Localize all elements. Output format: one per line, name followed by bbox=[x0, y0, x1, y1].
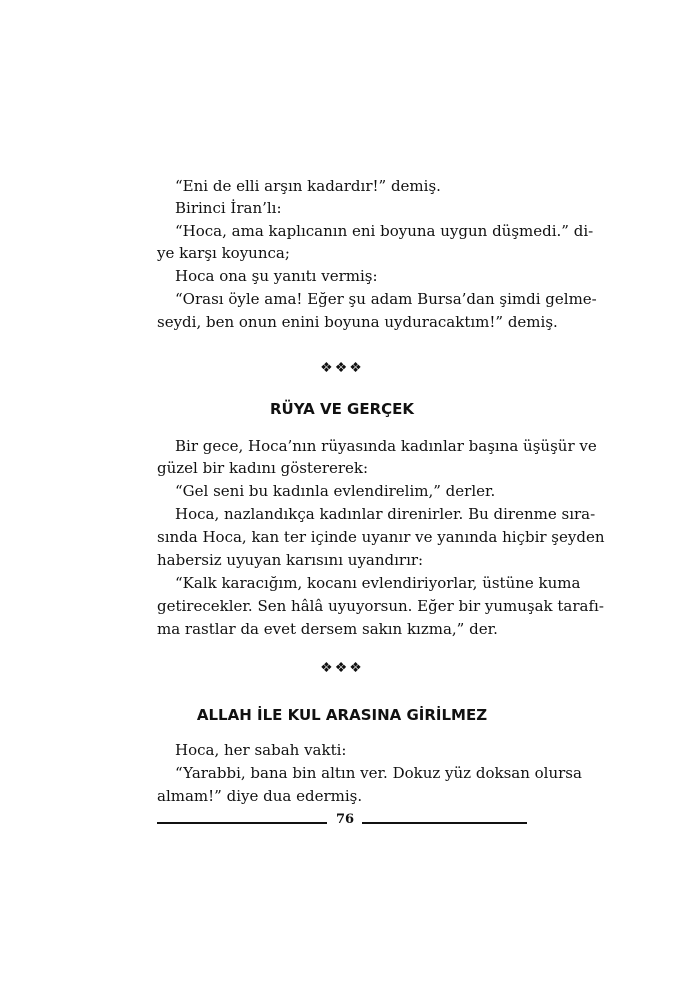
paragraph-line: Hoca ona şu yanıtı vermiş: bbox=[175, 267, 378, 285]
paragraph-line: Bir gece, Hoca’nın rüyasında kadınlar başına üşüşür ve bbox=[175, 437, 597, 455]
footer-rule-right bbox=[362, 822, 527, 824]
paragraph-line: “Kalk karacığım, kocanı evlendiriyorlar, üstüne kuma bbox=[175, 574, 581, 592]
paragraph-line: “Orası öyle ama! Eğer şu adam Bursa’dan şimdi gelme- bbox=[175, 290, 597, 308]
paragraph-line: güzel bir kadını göstererek: bbox=[157, 459, 369, 477]
paragraph-line: “Yarabbi, bana bin altın ver. Dokuz yüz doksan olursa bbox=[175, 764, 582, 782]
section-divider-ornament: ❖❖❖ bbox=[320, 360, 364, 376]
page-number: 76 bbox=[335, 812, 355, 827]
paragraph-line: ma rastlar da evet dersem sakın kızma,” der. bbox=[157, 620, 498, 638]
paragraph-line: Hoca, nazlandıkça kadınlar direnirler. Bu direnme sıra- bbox=[175, 505, 596, 523]
section-heading: RÜYA VE GERÇEK bbox=[269, 400, 415, 418]
paragraph-line: sında Hoca, kan ter içinde uyanır ve yanında hiçbir şeyden bbox=[157, 528, 605, 546]
paragraph-line: getirecekler. Sen hâlâ uyuyorsun. Eğer bir yumuşak tarafı- bbox=[157, 597, 604, 615]
paragraph-line: “Eni de elli arşın kadardır!” demiş. bbox=[175, 177, 441, 195]
section-divider-ornament: ❖❖❖ bbox=[320, 660, 364, 676]
paragraph-line: ye karşı koyunca; bbox=[157, 244, 290, 262]
paragraph-line: almam!” diye dua edermiş. bbox=[157, 787, 363, 805]
paragraph-line: seydi, ben onun enini boyuna uyduracaktım!” demiş. bbox=[157, 313, 558, 331]
paragraph-line: “Gel seni bu kadınla evlendirelim,” derler. bbox=[175, 482, 496, 500]
section-heading: ALLAH İLE KUL ARASINA GİRİLMEZ bbox=[196, 706, 488, 724]
footer-rule-left bbox=[157, 822, 327, 824]
paragraph-line: Birinci İran’lı: bbox=[175, 199, 282, 217]
paragraph-line: “Hoca, ama kaplıcanın eni boyuna uygun düşmedi.” di- bbox=[175, 222, 594, 240]
paragraph-line: Hoca, her sabah vakti: bbox=[175, 741, 347, 759]
paragraph-line: habersiz uyuyan karısını uyandırır: bbox=[157, 551, 424, 569]
